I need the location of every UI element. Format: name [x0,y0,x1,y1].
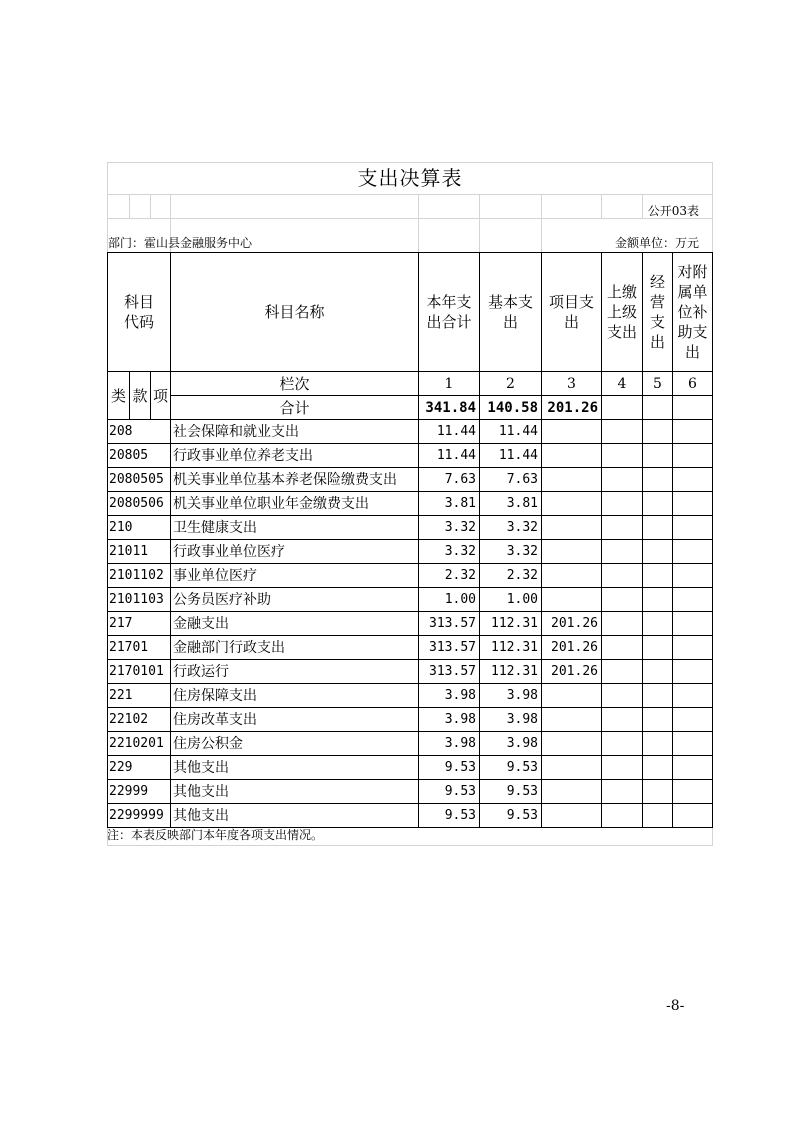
total-col6 [673,396,713,420]
row-code: 2210201 [108,732,171,756]
row-operating [643,756,673,780]
header-name: 科目名称 [171,253,419,372]
table-row [108,636,713,660]
row-project [542,540,602,564]
row-name: 住房改革支出 [171,708,419,732]
row-subsidy [673,804,713,828]
row-subsidy [673,780,713,804]
row-subsidy [673,444,713,468]
row-subsidy [673,756,713,780]
row-project: 201.26 [542,612,602,636]
row-code: 229 [108,756,171,780]
total-col4 [602,396,643,420]
column-index-6: 6 [673,372,713,396]
row-operating [643,540,673,564]
column-index-label: 栏次 [171,372,419,396]
row-project: 201.26 [542,660,602,684]
row-remit [602,588,643,612]
row-total: 3.98 [419,732,480,756]
header-xiang: 项 [151,372,171,420]
row-name: 金融部门行政支出 [171,636,419,660]
row-subsidy [673,636,713,660]
row-total: 3.32 [419,516,480,540]
table-row [108,756,713,780]
row-name: 机关事业单位基本养老保险缴费支出 [171,468,419,492]
row-project [542,780,602,804]
row-subsidy [673,564,713,588]
row-subsidy [673,468,713,492]
row-remit [602,468,643,492]
row-subsidy [673,732,713,756]
table-row [108,804,713,828]
row-remit [602,780,643,804]
row-operating [643,516,673,540]
total-row [108,396,713,420]
row-operating [643,588,673,612]
row-basic: 3.98 [480,732,542,756]
row-subsidy [673,660,713,684]
row-operating [643,780,673,804]
row-subsidy [673,708,713,732]
row-remit [602,636,643,660]
row-remit [602,732,643,756]
row-project [542,588,602,612]
spreadsheet-page [107,162,713,845]
table-row [108,444,713,468]
row-total: 7.63 [419,468,480,492]
unit-label: 金额单位：万元 [614,236,699,250]
row-name: 机关事业单位职业年金缴费支出 [171,492,419,516]
column-index-4: 4 [602,372,643,396]
row-total: 313.57 [419,612,480,636]
table-row [108,468,713,492]
row-total: 11.44 [419,444,480,468]
row-basic: 3.32 [480,516,542,540]
row-subsidy [673,684,713,708]
row-total: 2.32 [419,564,480,588]
row-operating [643,612,673,636]
row-name: 其他支出 [171,756,419,780]
table-row [108,420,713,444]
row-name: 其他支出 [171,804,419,828]
row-operating [643,732,673,756]
row-total: 313.57 [419,636,480,660]
row-subsidy [673,516,713,540]
row-remit [602,444,643,468]
row-subsidy [673,420,713,444]
header-total: 本年支出合计 [419,253,480,372]
row-operating [643,468,673,492]
row-name: 其他支出 [171,780,419,804]
page-title: 支出决算表 [357,166,463,190]
row-project [542,708,602,732]
row-name: 卫生健康支出 [171,516,419,540]
expenditure-table [107,252,713,828]
row-basic: 7.63 [480,468,542,492]
row-operating [643,708,673,732]
row-subsidy [673,588,713,612]
row-total: 9.53 [419,780,480,804]
table-row [108,516,713,540]
row-total: 3.98 [419,708,480,732]
row-basic: 1.00 [480,588,542,612]
row-remit [602,420,643,444]
page-number: -8- [666,998,685,1014]
row-remit [602,516,643,540]
row-code: 2080506 [108,492,171,516]
row-basic: 3.32 [480,540,542,564]
row-total: 9.53 [419,804,480,828]
column-index-3: 3 [542,372,602,396]
row-total: 3.98 [419,684,480,708]
row-project [542,492,602,516]
row-subsidy [673,612,713,636]
table-row [108,684,713,708]
total-col1: 341.84 [419,396,480,420]
row-name: 金融支出 [171,612,419,636]
row-project [542,516,602,540]
row-total: 11.44 [419,420,480,444]
row-remit [602,756,643,780]
row-basic: 2.32 [480,564,542,588]
row-remit [602,684,643,708]
row-total: 3.32 [419,540,480,564]
row-code: 2170101 [108,660,171,684]
row-name: 行政事业单位医疗 [171,540,419,564]
row-code: 21011 [108,540,171,564]
row-operating [643,660,673,684]
row-name: 住房保障支出 [171,684,419,708]
row-code: 2101102 [108,564,171,588]
row-operating [643,636,673,660]
row-subsidy [673,540,713,564]
row-name: 行政事业单位养老支出 [171,444,419,468]
row-project [542,756,602,780]
table-row [108,732,713,756]
header-code: 科目代码 [108,253,171,372]
header-project: 项目支出 [542,253,602,372]
row-operating [643,804,673,828]
row-subsidy [673,492,713,516]
table-row [108,780,713,804]
table-row [108,540,713,564]
header-kuan: 款 [130,372,151,420]
header-lei: 类 [108,372,130,420]
row-total: 3.81 [419,492,480,516]
row-code: 2080505 [108,468,171,492]
row-project [542,684,602,708]
row-operating [643,684,673,708]
row-basic: 3.81 [480,492,542,516]
total-label: 合计 [171,396,419,420]
row-project [542,444,602,468]
header-operating: 经营支出 [643,253,673,372]
row-basic: 112.31 [480,612,542,636]
row-code: 21701 [108,636,171,660]
row-code: 221 [108,684,171,708]
row-code: 217 [108,612,171,636]
row-code: 2101103 [108,588,171,612]
table-row [108,612,713,636]
row-basic: 112.31 [480,636,542,660]
row-remit [602,540,643,564]
row-project [542,564,602,588]
row-remit [602,660,643,684]
row-code: 210 [108,516,171,540]
row-basic: 9.53 [480,756,542,780]
row-operating [643,444,673,468]
row-basic: 11.44 [480,420,542,444]
row-basic: 3.98 [480,708,542,732]
table-row [108,708,713,732]
row-name: 事业单位医疗 [171,564,419,588]
row-basic: 112.31 [480,660,542,684]
row-project [542,804,602,828]
row-total: 1.00 [419,588,480,612]
total-col5 [643,396,673,420]
row-operating [643,420,673,444]
row-operating [643,564,673,588]
row-basic: 9.53 [480,804,542,828]
row-remit [602,708,643,732]
form-number: 公开03表 [647,204,699,218]
header-remit: 上缴上级支出 [602,253,643,372]
row-remit [602,612,643,636]
row-code: 22999 [108,780,171,804]
row-operating [643,492,673,516]
row-project [542,420,602,444]
column-index-1: 1 [419,372,480,396]
table-row [108,588,713,612]
row-name: 住房公积金 [171,732,419,756]
row-total: 9.53 [419,756,480,780]
total-col2: 140.58 [480,396,542,420]
row-code: 20805 [108,444,171,468]
row-project [542,468,602,492]
total-col3: 201.26 [542,396,602,420]
row-remit [602,804,643,828]
row-basic: 9.53 [480,780,542,804]
column-index-2: 2 [480,372,542,396]
row-total: 313.57 [419,660,480,684]
row-name: 社会保障和就业支出 [171,420,419,444]
row-basic: 3.98 [480,684,542,708]
footnote: 注：本表反映部门本年度各项支出情况。 [107,828,324,842]
header-basic: 基本支出 [480,253,542,372]
row-code: 22102 [108,708,171,732]
column-index-5: 5 [643,372,673,396]
row-remit [602,492,643,516]
row-code: 208 [108,420,171,444]
header-subsidy: 对附属单位补助支出 [673,253,713,372]
row-remit [602,564,643,588]
row-name: 行政运行 [171,660,419,684]
table-row [108,492,713,516]
row-project [542,732,602,756]
table-row [108,660,713,684]
row-project: 201.26 [542,636,602,660]
department-label: 部门：霍山县金融服务中心 [108,236,253,250]
table-row [108,564,713,588]
row-basic: 11.44 [480,444,542,468]
row-code: 2299999 [108,804,171,828]
row-name: 公务员医疗补助 [171,588,419,612]
